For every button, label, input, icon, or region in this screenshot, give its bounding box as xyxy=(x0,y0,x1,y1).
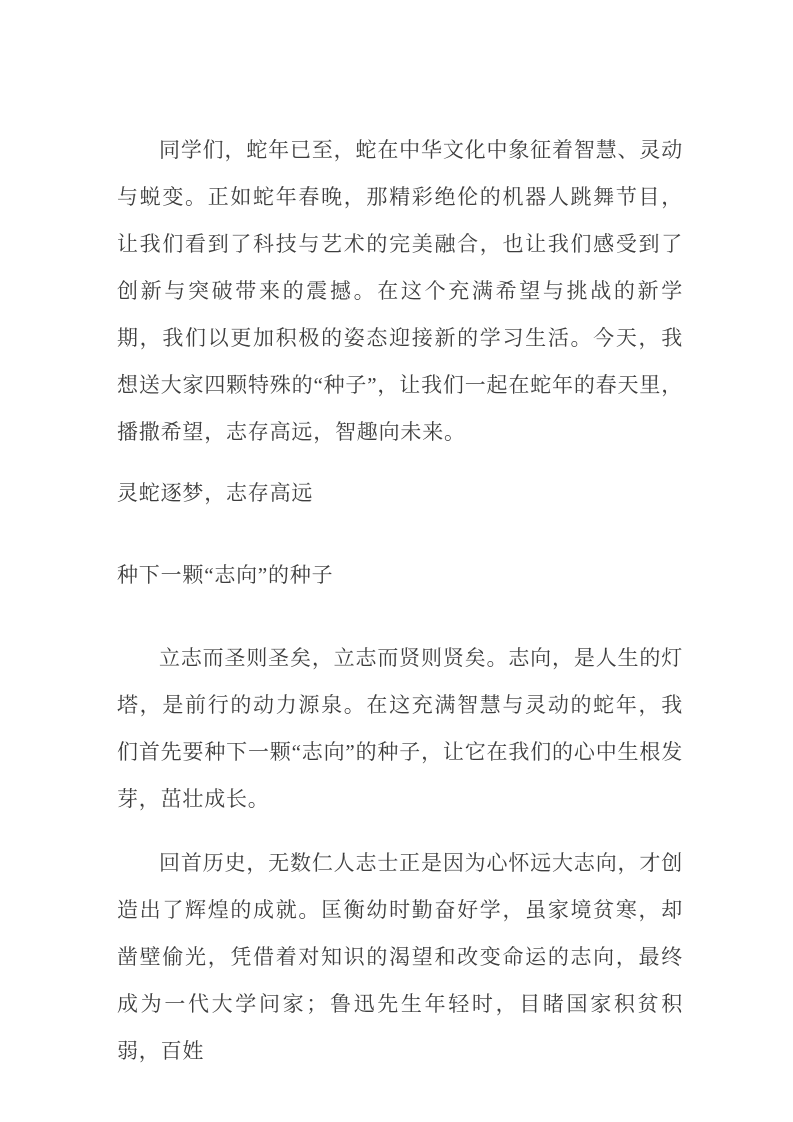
document-content xyxy=(117,0,683,1075)
paragraph-history-examples: 回首历史，无数仁人志士正是因为心怀远大志向，才创造出了辉煌的成就。匡衡幼时勤奋好学，虽家境贫寒，却凿壁偷光，凭借着对知识的渴望和改变命运的志向，最终成为一代大学问家；鲁迅先生年轻时，目睹国家积贫积弱，百姓 xyxy=(117,851,683,1063)
heading-snake-dream: 灵蛇逐梦，志存高远 xyxy=(117,481,314,505)
paragraph-intro: 同学们，蛇年已至，蛇在中华文化中象征着智慧、灵动与蜕变。正如蛇年春晚，那精彩绝伦的机器人跳舞节目，让我们看到了科技与艺术的完美融合，也让我们感受到了创新与突破带来的震撼。在这个充满希望与挑战的新学期，我们以更加积极的姿态迎接新的学习生活。今天，我想送大家四颗特殊的“种子”，让我们一起在蛇年的春天里，播撒希望，志存高远，智趣向未来。 xyxy=(117,138,683,444)
heading-aspiration-seed: 种下一颗“志向”的种子 xyxy=(117,563,334,587)
paragraph-aspiration: 立志而圣则圣矣，立志而贤则贤矣。志向，是人生的灯塔，是前行的动力源泉。在这充满智慧与灵动的蛇年，我们首先要种下一颗“志向”的种子，让它在我们的心中生根发芽，茁壮成长。 xyxy=(117,646,683,811)
